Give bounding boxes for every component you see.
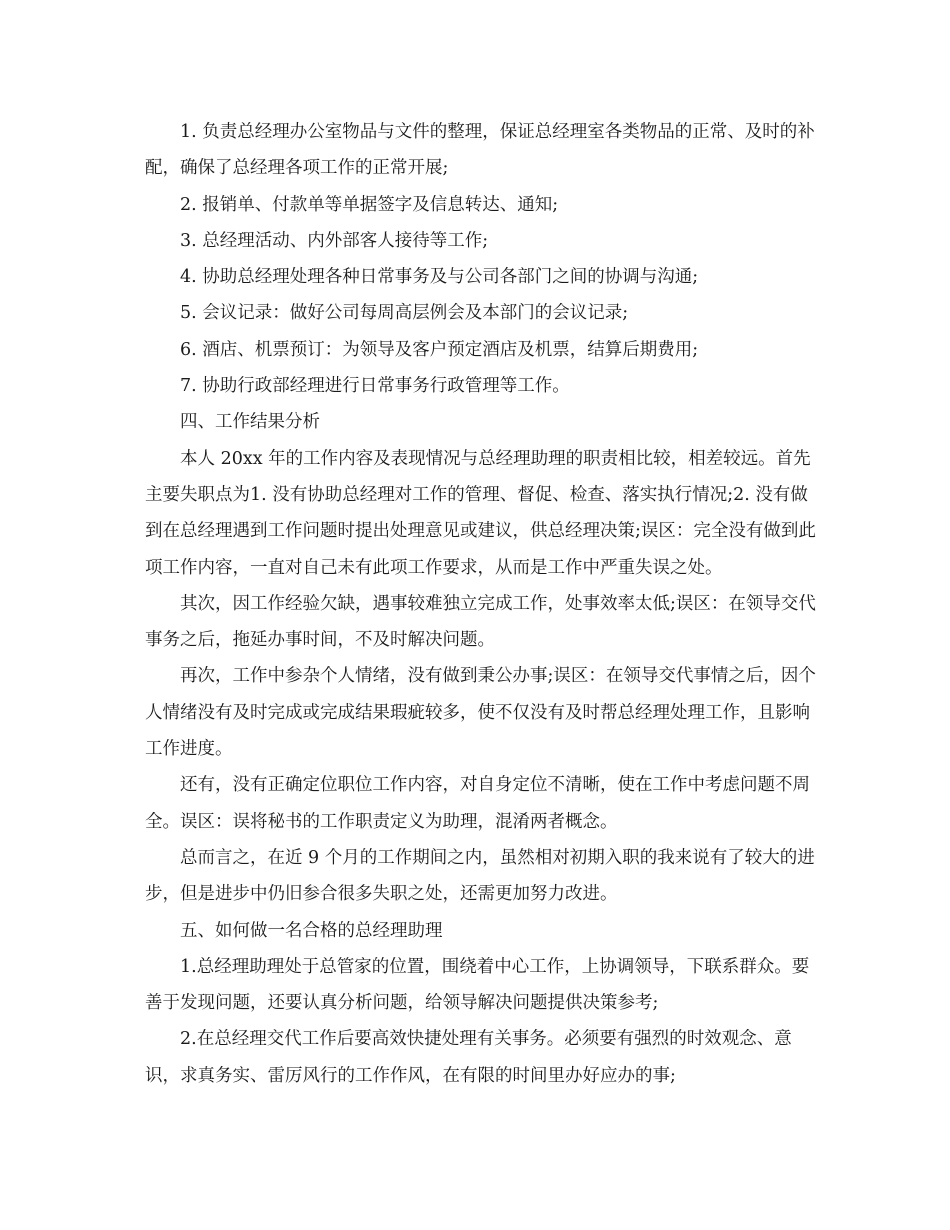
paragraph-item-2: 2. 报销单、付款单等单据签字及信息转达、通知; — [180, 194, 559, 215]
paragraph-assistant-point-2: 2.在总经理交代工作后要高效快捷处理有关事务。必须要有强烈的时效观念、意识，求真务实、雷厉风行的工作作风，在有限的时间里办好应办的事; — [145, 1029, 792, 1086]
paragraph-item-1: 1. 负责总经理办公室物品与文件的整理，保证总经理室各类物品的正常、及时的补配，确保了总经理各项工作的正常开展; — [145, 122, 815, 179]
paragraph-item-7: 7. 协助行政部经理进行日常事务行政管理等工作。 — [180, 376, 570, 397]
paragraph-assistant-point-1: 1.总经理助理处于总管家的位置，围绕着中心工作，上协调领导，下联系群众。要善于发现问题，还要认真分析问题，给领导解决问题提供决策参考; — [145, 956, 810, 1014]
paragraph-summary: 总而言之，在近 9 个月的工作期间之内，虽然相对初期入职的我来说有了较大的进步，但是进步中仍旧参合很多失职之处，还需更加努力改进。 — [145, 847, 815, 905]
paragraph-third: 再次，工作中参杂个人情绪，没有做到秉公办事;误区：在领导交代事情之后，因个人情绪没有及时完成或完成结果瑕疵较多，使不仅没有及时帮总经理处理工作，且影响工作进度。 — [145, 666, 816, 760]
paragraph-item-5: 5. 会议记录：做好公司每周高层例会及本部门的会议记录; — [180, 303, 629, 324]
section-heading-result-analysis: 四、工作结果分析 — [180, 412, 320, 433]
paragraph-second: 其次，因工作经验欠缺，遇事较难独立完成工作，处事效率太低;误区：在领导交代事务之后，拖延办事时间，不及时解决问题。 — [145, 593, 816, 651]
paragraph-item-6: 6. 酒店、机票预订：为领导及客户预定酒店及机票，结算后期费用; — [180, 339, 699, 360]
paragraph-item-3: 3. 总经理活动、内外部客人接待等工作; — [180, 230, 489, 251]
section-heading-qualified-assistant: 五、如何做一名合格的总经理助理 — [180, 920, 443, 941]
paragraph-also: 还有，没有正确定位职位工作内容，对自身定位不清晰，使在工作中考虑问题不周全。误区：误将秘书的工作职责定义为助理，混淆两者概念。 — [145, 775, 810, 832]
paragraph-item-4: 4. 协助总经理处理各种日常事务及与公司各部门之间的协调与沟通; — [180, 267, 699, 288]
paragraph-main-failures: 本人 20xx 年的工作内容及表现情况与总经理助理的职责相比较，相差较远。首先主要失职点为1. 没有协助总经理对工作的管理、督促、检查、落实执行情况;2. 没有做到在总经理遇到工作问题时提出处理意见或建议，供总经理决策;误区：完全没有做到此项工作内容，一直对自己未有此项工作要求，从而是工作中严重失误之处。 — [145, 448, 816, 578]
document-body — [145, 114, 825, 1094]
